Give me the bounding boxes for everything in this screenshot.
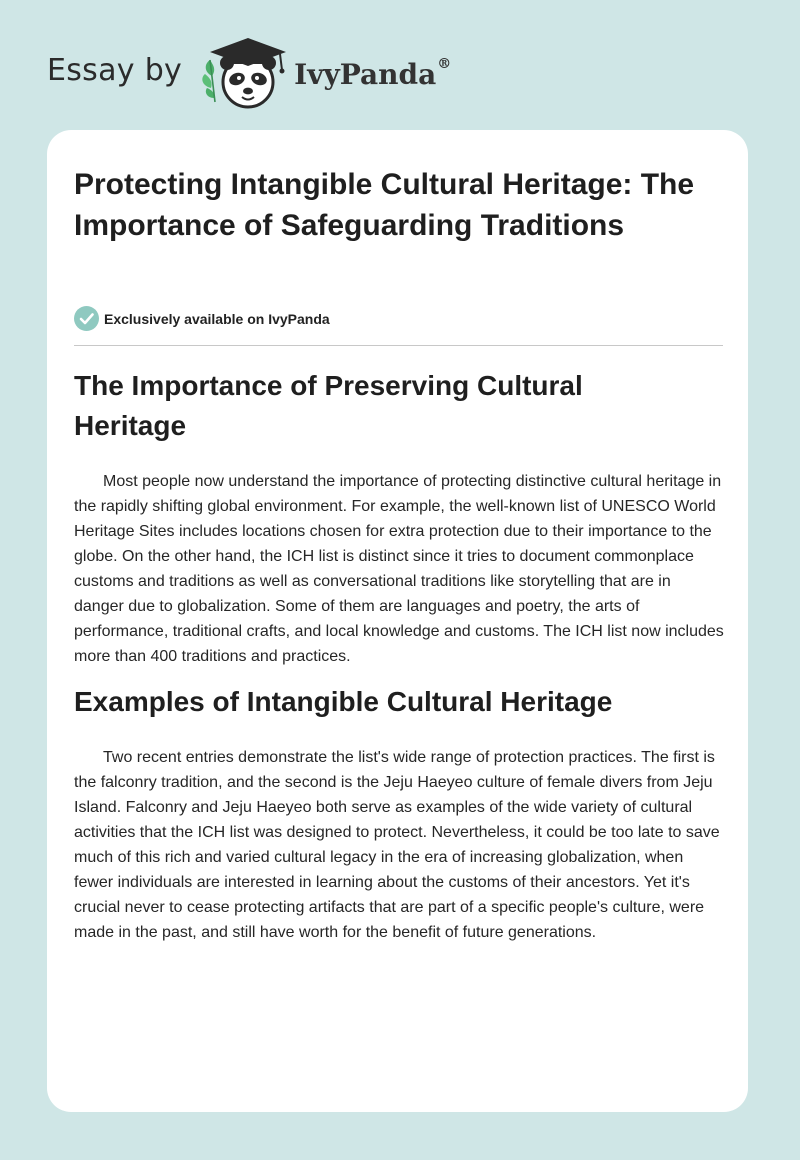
section-heading: The Importance of Preserving Cultural Heritage — [74, 370, 583, 441]
section-paragraph: Most people now understand the importance of protecting distinctive cultural heritage in the rapidly shifting global environment. For example, the well-known list of UNESCO World Heritage Sites includes locations chosen for extra protection due to their importance to the globe. On the other hand, the ICH list is distinct since it tries to document commonplace customs and traditions as well as conversational traditions like storytelling that are in danger due to globalization. Some of them are languages and poetry, the arts of performance, traditional crafts, and local knowledge and customs. The ICH list now includes more than 400 traditions and practices. — [74, 473, 724, 665]
essay-card — [47, 130, 748, 1112]
registered-mark: ® — [437, 55, 452, 72]
panda-graduation-cap-icon[interactable] — [198, 36, 290, 110]
divider — [74, 345, 723, 346]
essay-by-label: Essay by — [47, 52, 183, 88]
section-paragraph: Two recent entries demonstrate the list's wide range of protection practices. The first is the falconry tradition, and the second is the Jeju Haeyeo culture of female divers from Jeju Island. Falconry and Jeju Haeyeo both serve as examples of the wide variety of cultural activities that the ICH list was designed to protect. Nevertheless, it could be too late to save much of this rich and varied cultural legacy in the era of increasing globalization, when fewer individuals are interested in learning about the customs of their ancestors. Yet it's crucial never to cease protecting artifacts that are part of a specific people's culture, were made in the past, and still have worth for the benefit of future generations. — [74, 749, 720, 941]
section-heading: Examples of Intangible Cultural Heritage — [74, 686, 613, 717]
brand-name-text: IvyPanda — [294, 57, 437, 91]
check-circle-icon — [74, 306, 99, 331]
site-header — [47, 36, 451, 110]
exclusive-badge-label: Exclusively available on IvyPanda — [104, 310, 330, 327]
essay-title: Protecting Intangible Cultural Heritage: The Importance of Safeguarding Traditions — [74, 168, 695, 242]
brand-name[interactable] — [294, 55, 452, 91]
exclusive-badge — [74, 306, 330, 331]
